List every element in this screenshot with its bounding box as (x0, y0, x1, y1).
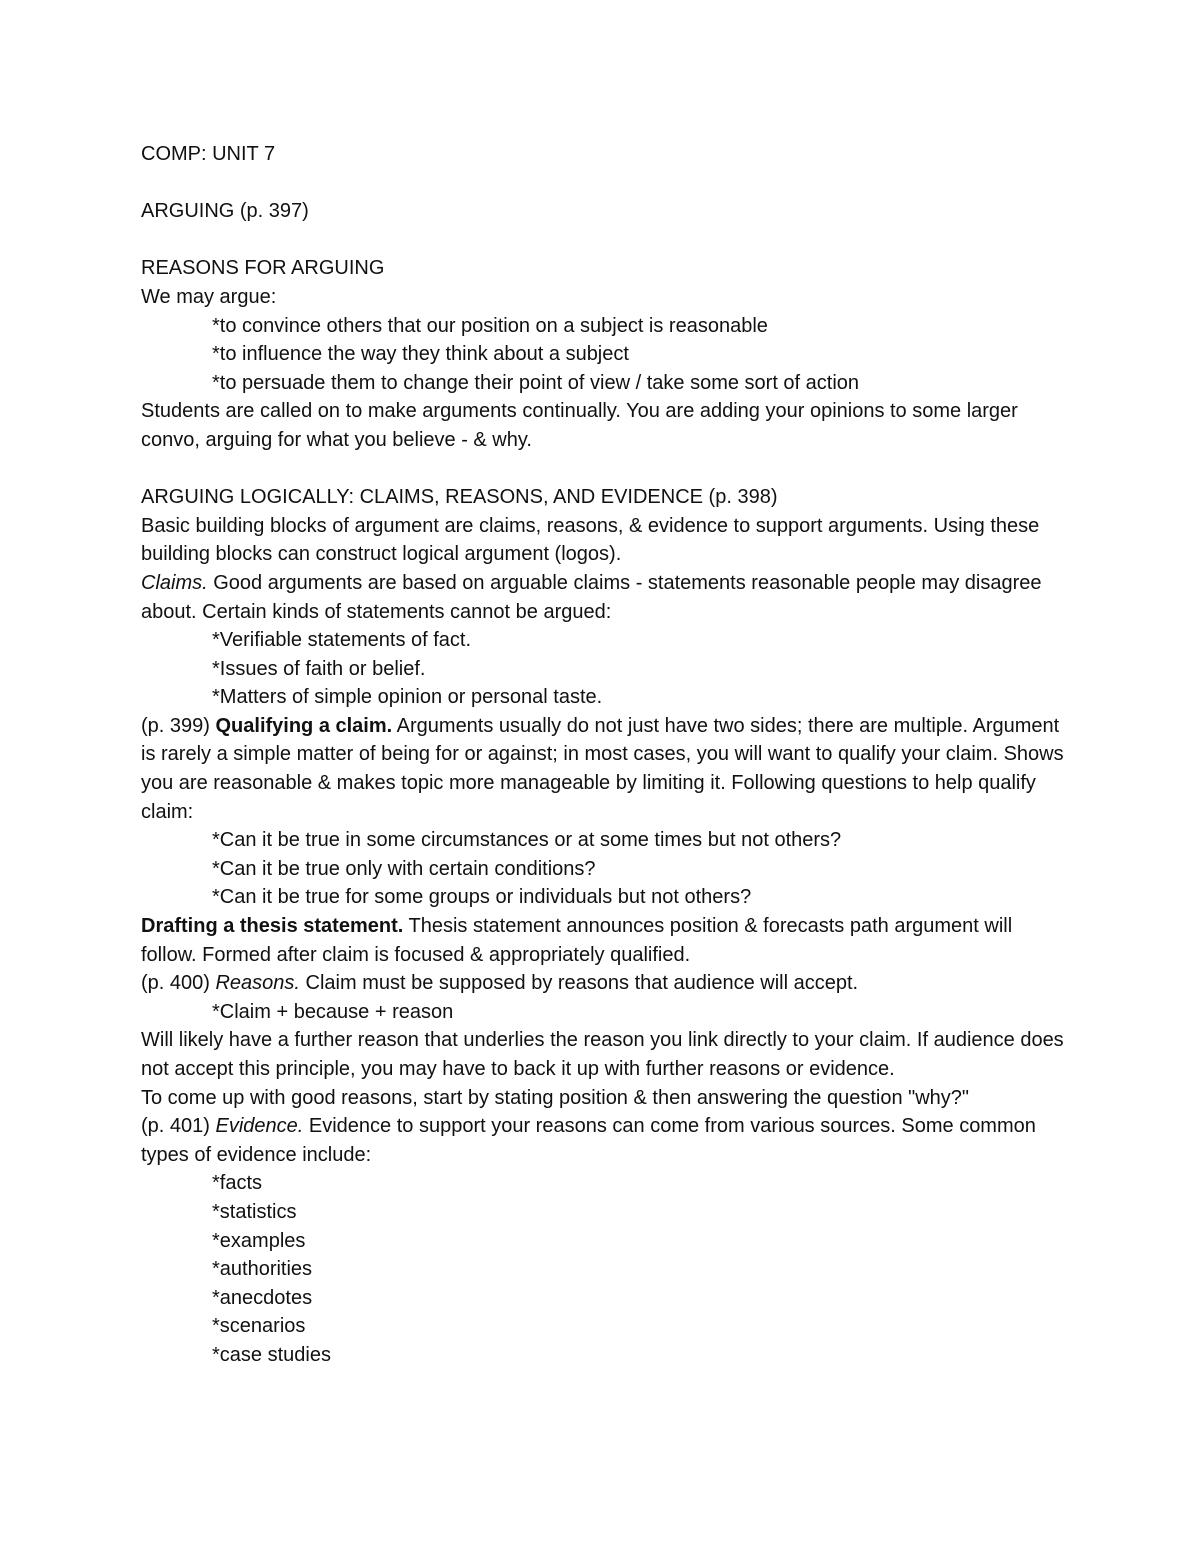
thesis-paragraph (141, 912, 1071, 969)
qualify-bullet: *Can it be true only with certain conditions? (212, 857, 596, 880)
spacer (141, 169, 1071, 198)
qualify-text: Arguments usually do not just have two sides; there are multiple. Argument is rarely a simple matter of being for or against; in most cases, you will want to qualify your claim. Shows you are reasonable & makes topic more manageable by limiting it. Following questions to help qualify claim: (141, 714, 1064, 823)
claims-bullet: *Matters of simple opinion or personal taste. (212, 686, 603, 709)
qualify-bullet: *Can it be true in some circumstances or at some times but not others? (212, 829, 842, 852)
qualify-paragraph (141, 712, 1071, 826)
spacer (141, 455, 1071, 484)
reasons-page-ref: (p. 400) (141, 972, 216, 995)
evidence-page-ref: (p. 401) (141, 1115, 216, 1138)
thesis-text: Thesis statement announces position & forecasts path argument will follow. Formed after claim is focused & appropriately qualified. (141, 915, 1013, 966)
section-heading-reasons-for-arguing: REASONS FOR ARGUING (141, 257, 385, 280)
evidence-text: Evidence to support your reasons can come from various sources. Some common types of evidence include: (141, 1115, 1036, 1166)
why-paragraph: To come up with good reasons, start by stating position & then answering the question "why?" (141, 1086, 970, 1109)
claims-bullet: *Issues of faith or belief. (212, 657, 426, 680)
document-page (141, 140, 1071, 1370)
reasons-bullet: *to influence the way they think about a subject (212, 343, 629, 366)
claims-label: Claims. (141, 571, 208, 594)
reasons-text: Claim must be supposed by reasons that audience will accept. (299, 972, 859, 995)
evidence-bullet: *examples (212, 1229, 306, 1252)
reasons-bullet: *to persuade them to change their point of view / take some sort of action (212, 371, 860, 394)
reasons-intro: We may argue: (141, 285, 277, 308)
claims-paragraph (141, 569, 1071, 626)
claims-bullet: *Verifiable statements of fact. (212, 629, 472, 652)
logic-paragraph: Basic building blocks of argument are claims, reasons, & evidence to support arguments. Using these building blocks can construct logical argument (logos). (141, 514, 1040, 566)
evidence-bullet: *scenarios (212, 1315, 306, 1338)
evidence-paragraph (141, 1112, 1071, 1169)
section-heading-arguing: ARGUING (p. 397) (141, 200, 309, 223)
evidence-label: Evidence. (215, 1115, 304, 1138)
reasons-subsection-paragraph (141, 969, 1071, 998)
qualify-bullet: *Can it be true for some groups or individuals but not others? (212, 886, 752, 909)
claims-text: Good arguments are based on arguable claims - statements reasonable people may disagree about. Certain kinds of statements cannot be argued: (141, 571, 1042, 623)
reasons-formula-bullet: *Claim + because + reason (212, 1000, 454, 1023)
evidence-bullet: *facts (212, 1172, 263, 1195)
evidence-bullet: *anecdotes (212, 1286, 313, 1309)
reasons-paragraph: Students are called on to make arguments continually. You are adding your opinions to some larger convo, arguing for what you believe - & why. (141, 400, 1018, 451)
qualify-label: Qualifying a claim. (215, 714, 393, 737)
reasons-bullet: *to convince others that our position on a subject is reasonable (212, 314, 768, 337)
document-title: COMP: UNIT 7 (141, 143, 276, 165)
qualify-page-ref: (p. 399) (141, 714, 216, 737)
evidence-bullet: *statistics (212, 1200, 297, 1223)
evidence-bullet: *authorities (212, 1258, 313, 1281)
thesis-label: Drafting a thesis statement. (141, 915, 404, 938)
further-reason-paragraph: Will likely have a further reason that underlies the reason you link directly to your claim. If audience does not accept this principle, you may have to back it up with further reasons or evidence. (141, 1029, 1064, 1080)
spacer (141, 226, 1071, 255)
evidence-bullet: *case studies (212, 1343, 331, 1366)
reasons-label: Reasons. (215, 972, 300, 995)
section-heading-arguing-logically: ARGUING LOGICALLY: CLAIMS, REASONS, AND EVIDENCE (p. 398) (141, 486, 778, 509)
